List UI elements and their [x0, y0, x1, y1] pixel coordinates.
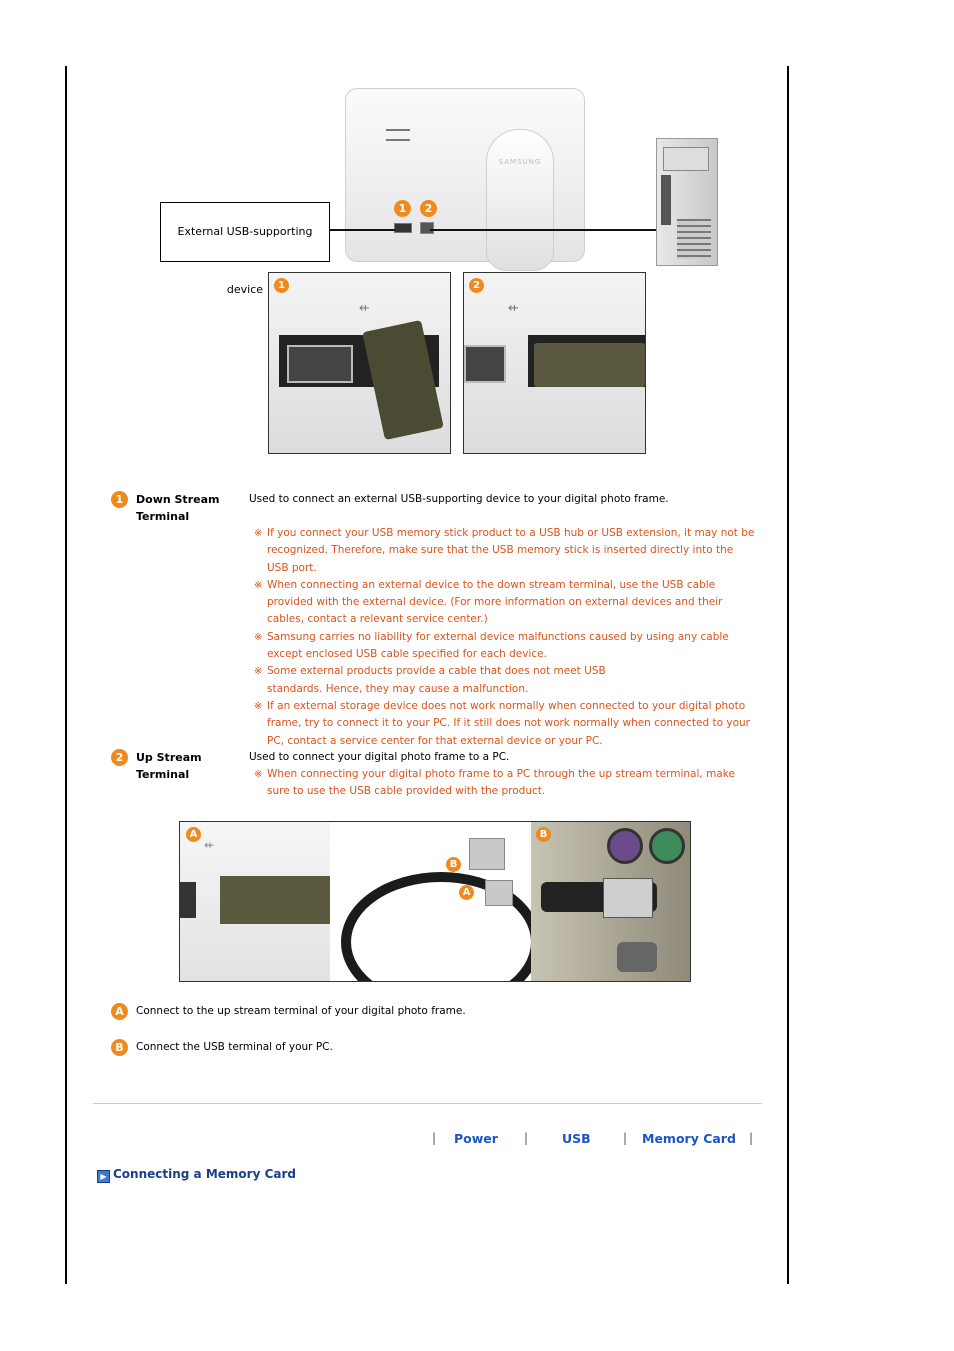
footer-link[interactable]: ▶ Connecting a Memory Card — [97, 1167, 296, 1183]
terminal-2-badge: 2 — [111, 749, 128, 766]
arrow-right-icon: ▶ — [97, 1170, 110, 1183]
usb-port-a — [394, 223, 412, 233]
drive-bay — [663, 147, 709, 171]
terminal-2-notes — [254, 766, 756, 801]
photo-frame-illustration — [345, 88, 585, 262]
terminal-1-description: Used to connect an external USB-supporting device to your digital photo frame. — [249, 493, 669, 505]
nav-separator: | — [749, 1131, 754, 1145]
usb-port-b — [420, 222, 434, 234]
photo-badge-b: B — [536, 827, 551, 842]
closeup-down-stream — [268, 272, 451, 454]
external-device-label: External USB-supporting device — [160, 202, 330, 262]
photo-frame-port-photo — [180, 822, 330, 981]
nav-link-memory-card[interactable]: Memory Card — [642, 1131, 736, 1146]
right-border — [787, 66, 789, 1284]
connector-a-badge: A — [111, 1003, 128, 1020]
note-item: ※ When connecting an external device to the down stream terminal, use the USB cable provided with the external device. (For more information on external devices and their cables, contact a relevant service center.) — [254, 578, 723, 626]
note-mark-icon: ※ — [254, 666, 263, 678]
terminal-1-notes — [254, 525, 756, 750]
usb-icon: ⇷ — [204, 838, 215, 852]
usb-b-plug — [534, 343, 645, 387]
ps2-port-purple — [607, 828, 643, 864]
left-border — [65, 66, 67, 1284]
connector-b-badge: B — [111, 1039, 128, 1056]
cable-right — [430, 229, 658, 231]
usb-icon: ⇷ — [508, 301, 519, 316]
note-item: ※ If an external storage device does not work normally when connected to your digital photo frame, try to connect it to your PC. If it still does not work normally when connected to your PC, contact a service center for that external device or your PC. — [254, 699, 750, 747]
usb-a-port — [180, 882, 196, 918]
nav-link-power[interactable]: Power — [454, 1131, 498, 1146]
note-mark-icon: ※ — [254, 631, 263, 643]
note-item: ※ If you connect your USB memory stick product to a USB hub or USB extension, it may not be recognized. Therefore, make sure that the USB memory stick is inserted directly into the USB port. — [254, 527, 755, 574]
pc-port-photo — [531, 822, 690, 981]
frame-stand — [486, 129, 554, 271]
connector-a-text: Connect to the up stream terminal of your digital photo frame. — [136, 1005, 466, 1017]
note-mark-icon: ※ — [254, 769, 263, 780]
closeup-up-stream — [463, 272, 646, 454]
cable-photo-strip — [179, 821, 691, 982]
terminal-1-badge: 1 — [111, 491, 128, 508]
usb-b-plug — [220, 876, 330, 924]
diagram-callout-2: 2 — [420, 200, 437, 217]
note-item: ※ Samsung carries no liability for external device malfunctions caused by using any cable except enclosed USB cable specified for each device. — [254, 630, 729, 661]
note-item: ※ Some external products provide a cable that does not meet USB standards. Hence, they may cause a malfunction. — [254, 665, 606, 695]
terminal-1-title: Down Stream Terminal — [136, 493, 220, 523]
nav-separator: | — [623, 1131, 628, 1145]
diagram-callout-1: 1 — [394, 200, 411, 217]
terminal-2-description: Used to connect your digital photo frame to a PC. — [249, 751, 510, 763]
photo-badge-a: A — [186, 827, 201, 842]
closeup-callout-1: 1 — [274, 278, 289, 293]
usb-a-connector — [469, 838, 505, 870]
cable-left — [329, 229, 395, 231]
note-mark-icon: ※ — [254, 700, 263, 712]
brand-logo: SAMSUNG — [498, 158, 542, 166]
io-panel — [661, 175, 671, 225]
ps2-port-green — [649, 828, 685, 864]
usb-a-port — [464, 345, 506, 383]
pc-tower-illustration — [656, 138, 718, 266]
closeup-callout-2: 2 — [469, 278, 484, 293]
note-mark-icon: ※ — [254, 579, 263, 591]
usb-cable-photo — [331, 822, 530, 981]
serial-port — [617, 942, 657, 972]
cable-badge-a: A — [459, 885, 474, 900]
terminal-2-title: Up Stream Terminal — [136, 751, 202, 781]
note-mark-icon: ※ — [254, 528, 263, 539]
divider — [93, 1103, 762, 1104]
vent-grille — [386, 129, 410, 141]
usb-b-connector — [485, 880, 513, 906]
expansion-slots — [677, 219, 711, 259]
nav-link-usb[interactable]: USB — [562, 1131, 591, 1146]
note-item: ※ When connecting your digital photo frame to a PC through the up stream terminal, make sure to use the USB cable provided with the product. — [254, 768, 735, 798]
nav-separator: | — [432, 1131, 437, 1145]
nav-separator: | — [524, 1131, 529, 1145]
usb-port-pc — [603, 878, 653, 918]
cable-badge-b: B — [446, 857, 461, 872]
connector-b-text: Connect the USB terminal of your PC. — [136, 1041, 333, 1053]
usb-a-port — [287, 345, 353, 383]
usb-icon: ⇷ — [359, 301, 370, 316]
